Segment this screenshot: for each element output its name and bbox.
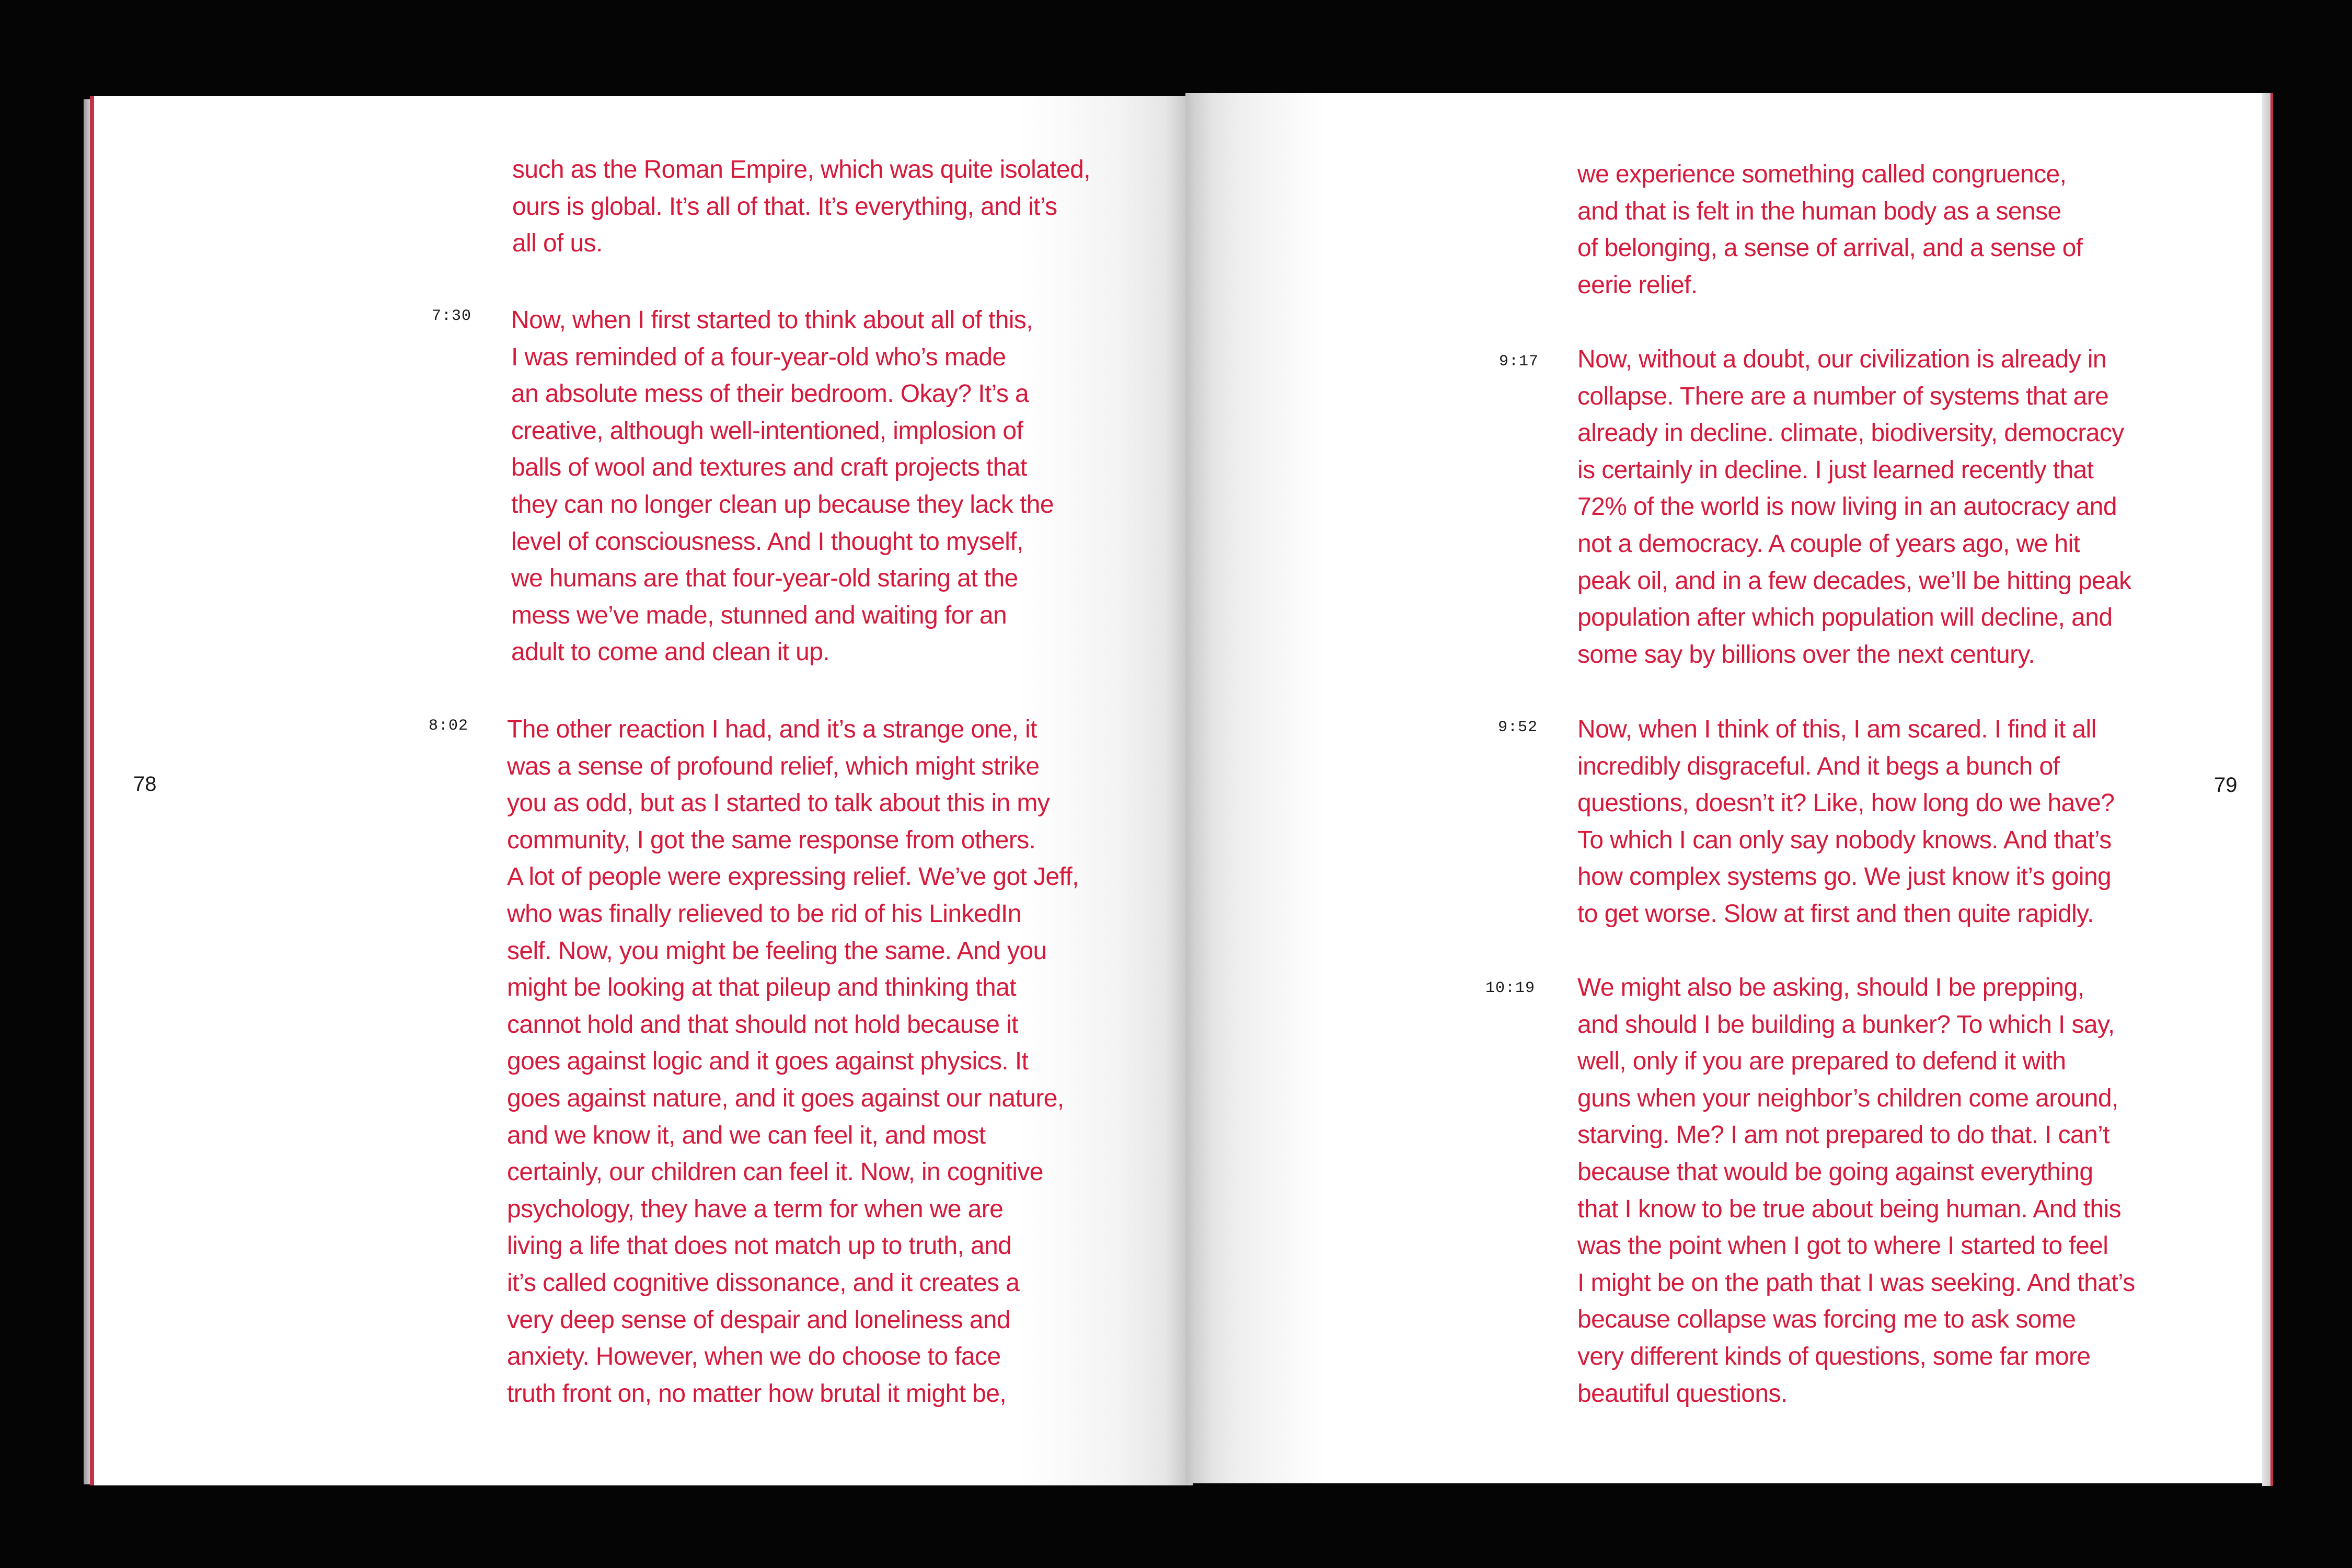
text-line: guns when your neighbor’s children come around, xyxy=(1577,1084,2118,1112)
timestamp-8-02: 8:02 xyxy=(429,717,469,735)
right-page-edge xyxy=(2262,93,2273,1486)
text-line: self. Now, you might be feeling the same. And you xyxy=(507,937,1047,965)
text-line: population after which population will decline, and xyxy=(1577,604,2113,632)
text-line: peak oil, and in a few decades, we’ll be hitting peak xyxy=(1577,567,2131,595)
text-line: eerie relief. xyxy=(1577,271,1698,299)
text-line: that I know to be true about being human. And this xyxy=(1577,1195,2122,1223)
text-line: ours is global. It’s all of that. It’s everything, and it’s xyxy=(512,192,1057,221)
text-line: community, I got the same response from others. xyxy=(507,826,1036,854)
text-line: some say by billions over the next century. xyxy=(1577,640,2035,668)
text-line: questions, doesn’t it? Like, how long do we have? xyxy=(1577,789,2115,817)
text-line: already in decline. climate, biodiversity, democracy xyxy=(1577,419,2124,447)
text-line: because that would be going against everything xyxy=(1577,1158,2093,1186)
text-line: an absolute mess of their bedroom. Okay? It’s a xyxy=(511,380,1029,408)
timestamp-9-17: 9:17 xyxy=(1499,353,1539,371)
text-line: such as the Roman Empire, which was quite isolated, xyxy=(512,156,1090,183)
text-line: level of consciousness. And I thought to myself, xyxy=(511,527,1023,556)
text-line: and that is felt in the human body as a sense xyxy=(1577,197,2061,225)
text-line: living a life that does not match up to truth, and xyxy=(507,1232,1012,1260)
text-line: was a sense of profound relief, which might strike xyxy=(507,752,1040,780)
text-line: We might also be asking, should I be prepping, xyxy=(1577,974,2084,1001)
text-line: The other reaction I had, and it’s a strange one, it xyxy=(507,716,1037,743)
text-line: anxiety. However, when we do choose to face xyxy=(507,1343,1001,1371)
right-paragraph-9-52 xyxy=(1577,711,2114,933)
right-paragraph-10-19 xyxy=(1577,970,2135,1412)
text-line: 72% of the world is now living in an autocracy and xyxy=(1577,493,2117,521)
text-line: certainly, our children can feel it. Now, in cognitive xyxy=(507,1158,1043,1186)
text-line: Now, when I think of this, I am scared. I find it all xyxy=(1577,716,2096,743)
text-line: and should I be building a bunker? To which I say, xyxy=(1577,1010,2115,1039)
page-number-right: 79 xyxy=(2214,774,2238,797)
text-line: balls of wool and textures and craft projects that xyxy=(511,454,1027,482)
right-paragraph-9-17 xyxy=(1577,341,2131,673)
text-line: cannot hold and that should not hold because it xyxy=(507,1010,1018,1039)
text-line: who was finally relieved to be rid of his LinkedIn xyxy=(507,900,1021,928)
text-line: not a democracy. A couple of years ago, we hit xyxy=(1577,529,2080,558)
text-line: we experience something called congruence, xyxy=(1577,160,2067,188)
timestamp-7-30: 7:30 xyxy=(432,307,472,325)
text-line: of belonging, a sense of arrival, and a sense of xyxy=(1577,234,2083,262)
text-line: was the point when I got to where I started to feel xyxy=(1577,1232,2108,1260)
text-line: Now, without a doubt, our civilization is already in xyxy=(1577,345,2107,373)
text-line: because collapse was forcing me to ask some xyxy=(1577,1306,2076,1334)
text-line: very deep sense of despair and loneliness and xyxy=(507,1306,1011,1334)
text-line: how complex systems go. We just know it’s going xyxy=(1577,863,2112,891)
page-number-left: 78 xyxy=(133,773,157,795)
text-line: you as odd, but as I started to talk about this in my xyxy=(507,789,1050,817)
text-line: very different kinds of questions, some far more xyxy=(1577,1342,2091,1370)
right-intro-paragraph xyxy=(1577,156,2083,304)
text-line: beautiful questions. xyxy=(1577,1379,1788,1408)
text-line: is certainly in decline. I just learned recently that xyxy=(1577,456,2094,484)
text-line: I was reminded of a four-year-old who’s made xyxy=(511,343,1006,371)
text-line: well, only if you are prepared to defend it with xyxy=(1577,1047,2066,1076)
text-line: To which I can only say nobody knows. And that’s xyxy=(1577,826,2112,854)
text-line: adult to come and clean it up. xyxy=(511,638,830,666)
text-line: Now, when I first started to think about all of this, xyxy=(511,306,1033,334)
text-line: they can no longer clean up because they lack the xyxy=(511,490,1054,518)
text-line: goes against logic and it goes against physics. It xyxy=(507,1047,1029,1076)
text-line: we humans are that four-year-old staring at the xyxy=(511,564,1018,593)
text-line: and we know it, and we can feel it, and most xyxy=(507,1121,986,1149)
left-paragraph-7-30 xyxy=(511,302,1054,671)
left-intro-paragraph xyxy=(512,152,1090,262)
timestamp-10-19: 10:19 xyxy=(1485,979,1536,997)
text-line: mess we’ve made, stunned and waiting for an xyxy=(511,601,1007,629)
text-line: collapse. There are a number of systems that are xyxy=(1577,382,2109,410)
text-line: it’s called cognitive dissonance, and it creates a xyxy=(507,1269,1020,1297)
text-line: I might be on the path that I was seeking. And that’s xyxy=(1577,1269,2135,1297)
text-line: incredibly disgraceful. And it begs a bunch of xyxy=(1577,752,2060,780)
text-line: might be looking at that pileup and thinking that xyxy=(507,974,1016,1002)
timestamp-9-52: 9:52 xyxy=(1498,719,1538,736)
left-paragraph-8-02 xyxy=(507,711,1079,1412)
text-line: to get worse. Slow at first and then quite rapidly. xyxy=(1577,900,2094,928)
text-line: psychology, they have a term for when we are xyxy=(507,1195,1004,1223)
text-line: creative, although well-intentioned, implosion of xyxy=(511,417,1023,445)
text-line: all of us. xyxy=(512,229,603,258)
text-line: starving. Me? I am not prepared to do that. I can’t xyxy=(1577,1121,2109,1149)
text-line: truth front on, no matter how brutal it might be, xyxy=(507,1379,1007,1408)
text-line: goes against nature, and it goes against our nature, xyxy=(507,1084,1064,1112)
text-line: A lot of people were expressing relief. We’ve got Jeff, xyxy=(507,863,1079,891)
